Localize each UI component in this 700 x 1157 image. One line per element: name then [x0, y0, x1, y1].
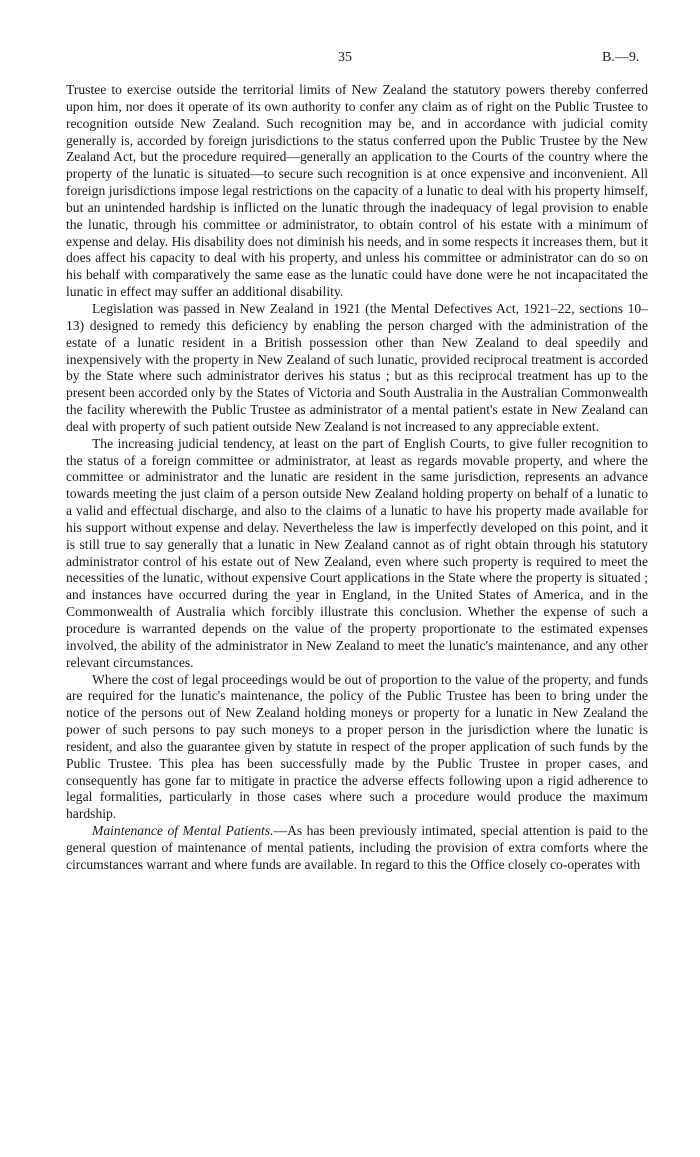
paragraph-5-text: —As has been previously intimated, special attention is paid to the general question of maintenance of mental patients, including the provision of extra comforts where the circumstances warrant and where funds are available. In regard to this the Office closely co-operates with	[66, 823, 648, 872]
page-number: 35	[338, 50, 352, 65]
paragraph-3: The increasing judicial tendency, at least on the part of English Courts, to give fuller recognition to the status of a foreign committee or administrator, at least as regards movable property, and where the committee or administrator and the lunatic are resident in the same jurisdiction, represents an advance towards meeting the just claim of a person outside New Zealand holding property on behalf of a lunatic to a valid and effectual discharge, and also to the claims of a lunatic to have his property made available for his support without expense and delay. Nevertheless the law is imperfectly developed on this point, and it is still true to say generally that a lunatic in New Zealand cannot as of right obtain through his statutory administrator control of his estate out of New Zealand, even where such property is required to meet the necessities of the lunatic, without expensive Court applications in the State where the property is situated ; and instances have occurred during the year in England, in the United States of America, and in the Commonwealth of Australia which forcibly illustrate this conclusion. Whether the expense of such a procedure is warranted depends on the value of the property proportionate to the estimated expenses involved, the ability of the administrator in New Zealand to meet the lunatic's maintenance, and any other relevant circumstances.	[66, 435, 648, 670]
body-text	[66, 82, 648, 874]
page-header	[0, 50, 700, 72]
paragraph-5	[66, 823, 648, 874]
paragraph-2: Legislation was passed in New Zealand in 1921 (the Mental Defectives Act, 1921–22, sections 10–13) designed to remedy this deficiency by enabling the person charged with the administration of the estate of a lunatic resident in a British possession other than New Zealand to deal speedily and inexpensively with the property in New Zealand of such lunatic, provided reciprocal treatment is accorded by the State where such administrator derives his status ; but as this reciprocal treatment has up to the present been accorded only by the States of Victoria and South Australia in the Australian Commonwealth the facility wherewith the Public Trustee as administrator of a mental patient's estate in New Zealand can deal with property of such patient outside New Zealand is not increased to any appreciable extent.	[66, 300, 648, 434]
section-heading: Maintenance of Mental Patients.	[92, 823, 274, 839]
paragraph-1: Trustee to exercise outside the territorial limits of New Zealand the statutory powers thereby conferred upon him, nor does it operate of its own authority to confer any claim as of right on the Public Trustee to recognition outside New Zealand. Such recognition may be, and in accordance with judicial comity generally is, accorded by foreign jurisdictions to the status conferred upon the Public Trustee by the New Zealand Act, but the procedure required—generally an application to the Courts of the country where the property of the lunatic is situated—to secure such recognition is at once expensive and inconvenient. All foreign jurisdictions impose legal restrictions on the capacity of a lunatic to deal with his property himself, but an unintended hardship is inflicted on the lunatic through the inadequacy of legal provision to enable the lunatic, through his committee or administrator, to obtain control of his estate with a minimum of expense and delay. His disability does not diminish his needs, and in some respects it increases them, but it does affect his capacity to deal with his property, and unless his committee or administrator can do so on his behalf with comparatively the same ease as the lunatic could have done were he not incapacitated the lunatic in effect may suffer an additional disability.	[66, 82, 648, 300]
paragraph-4: Where the cost of legal proceedings would be out of proportion to the value of the property, and funds are required for the lunatic's maintenance, the policy of the Public Trustee has been to bring under the notice of the persons out of New Zealand holding moneys or property for a lunatic in New Zealand the power of such persons to pay such moneys to a proper person in the jurisdiction where the lunatic is resident, and also the guarantee given by statute in respect of the proper application of such funds by the Public Trustee. This plea has been successfully made by the Public Trustee in proper cases, and consequently has gone far to mitigate in practice the adverse effects following upon a rigid adherence to legal formalities, particularly in those cases where such a procedure would produce the maximum hardship.	[66, 671, 648, 822]
document-reference: B.—9.	[602, 50, 640, 65]
